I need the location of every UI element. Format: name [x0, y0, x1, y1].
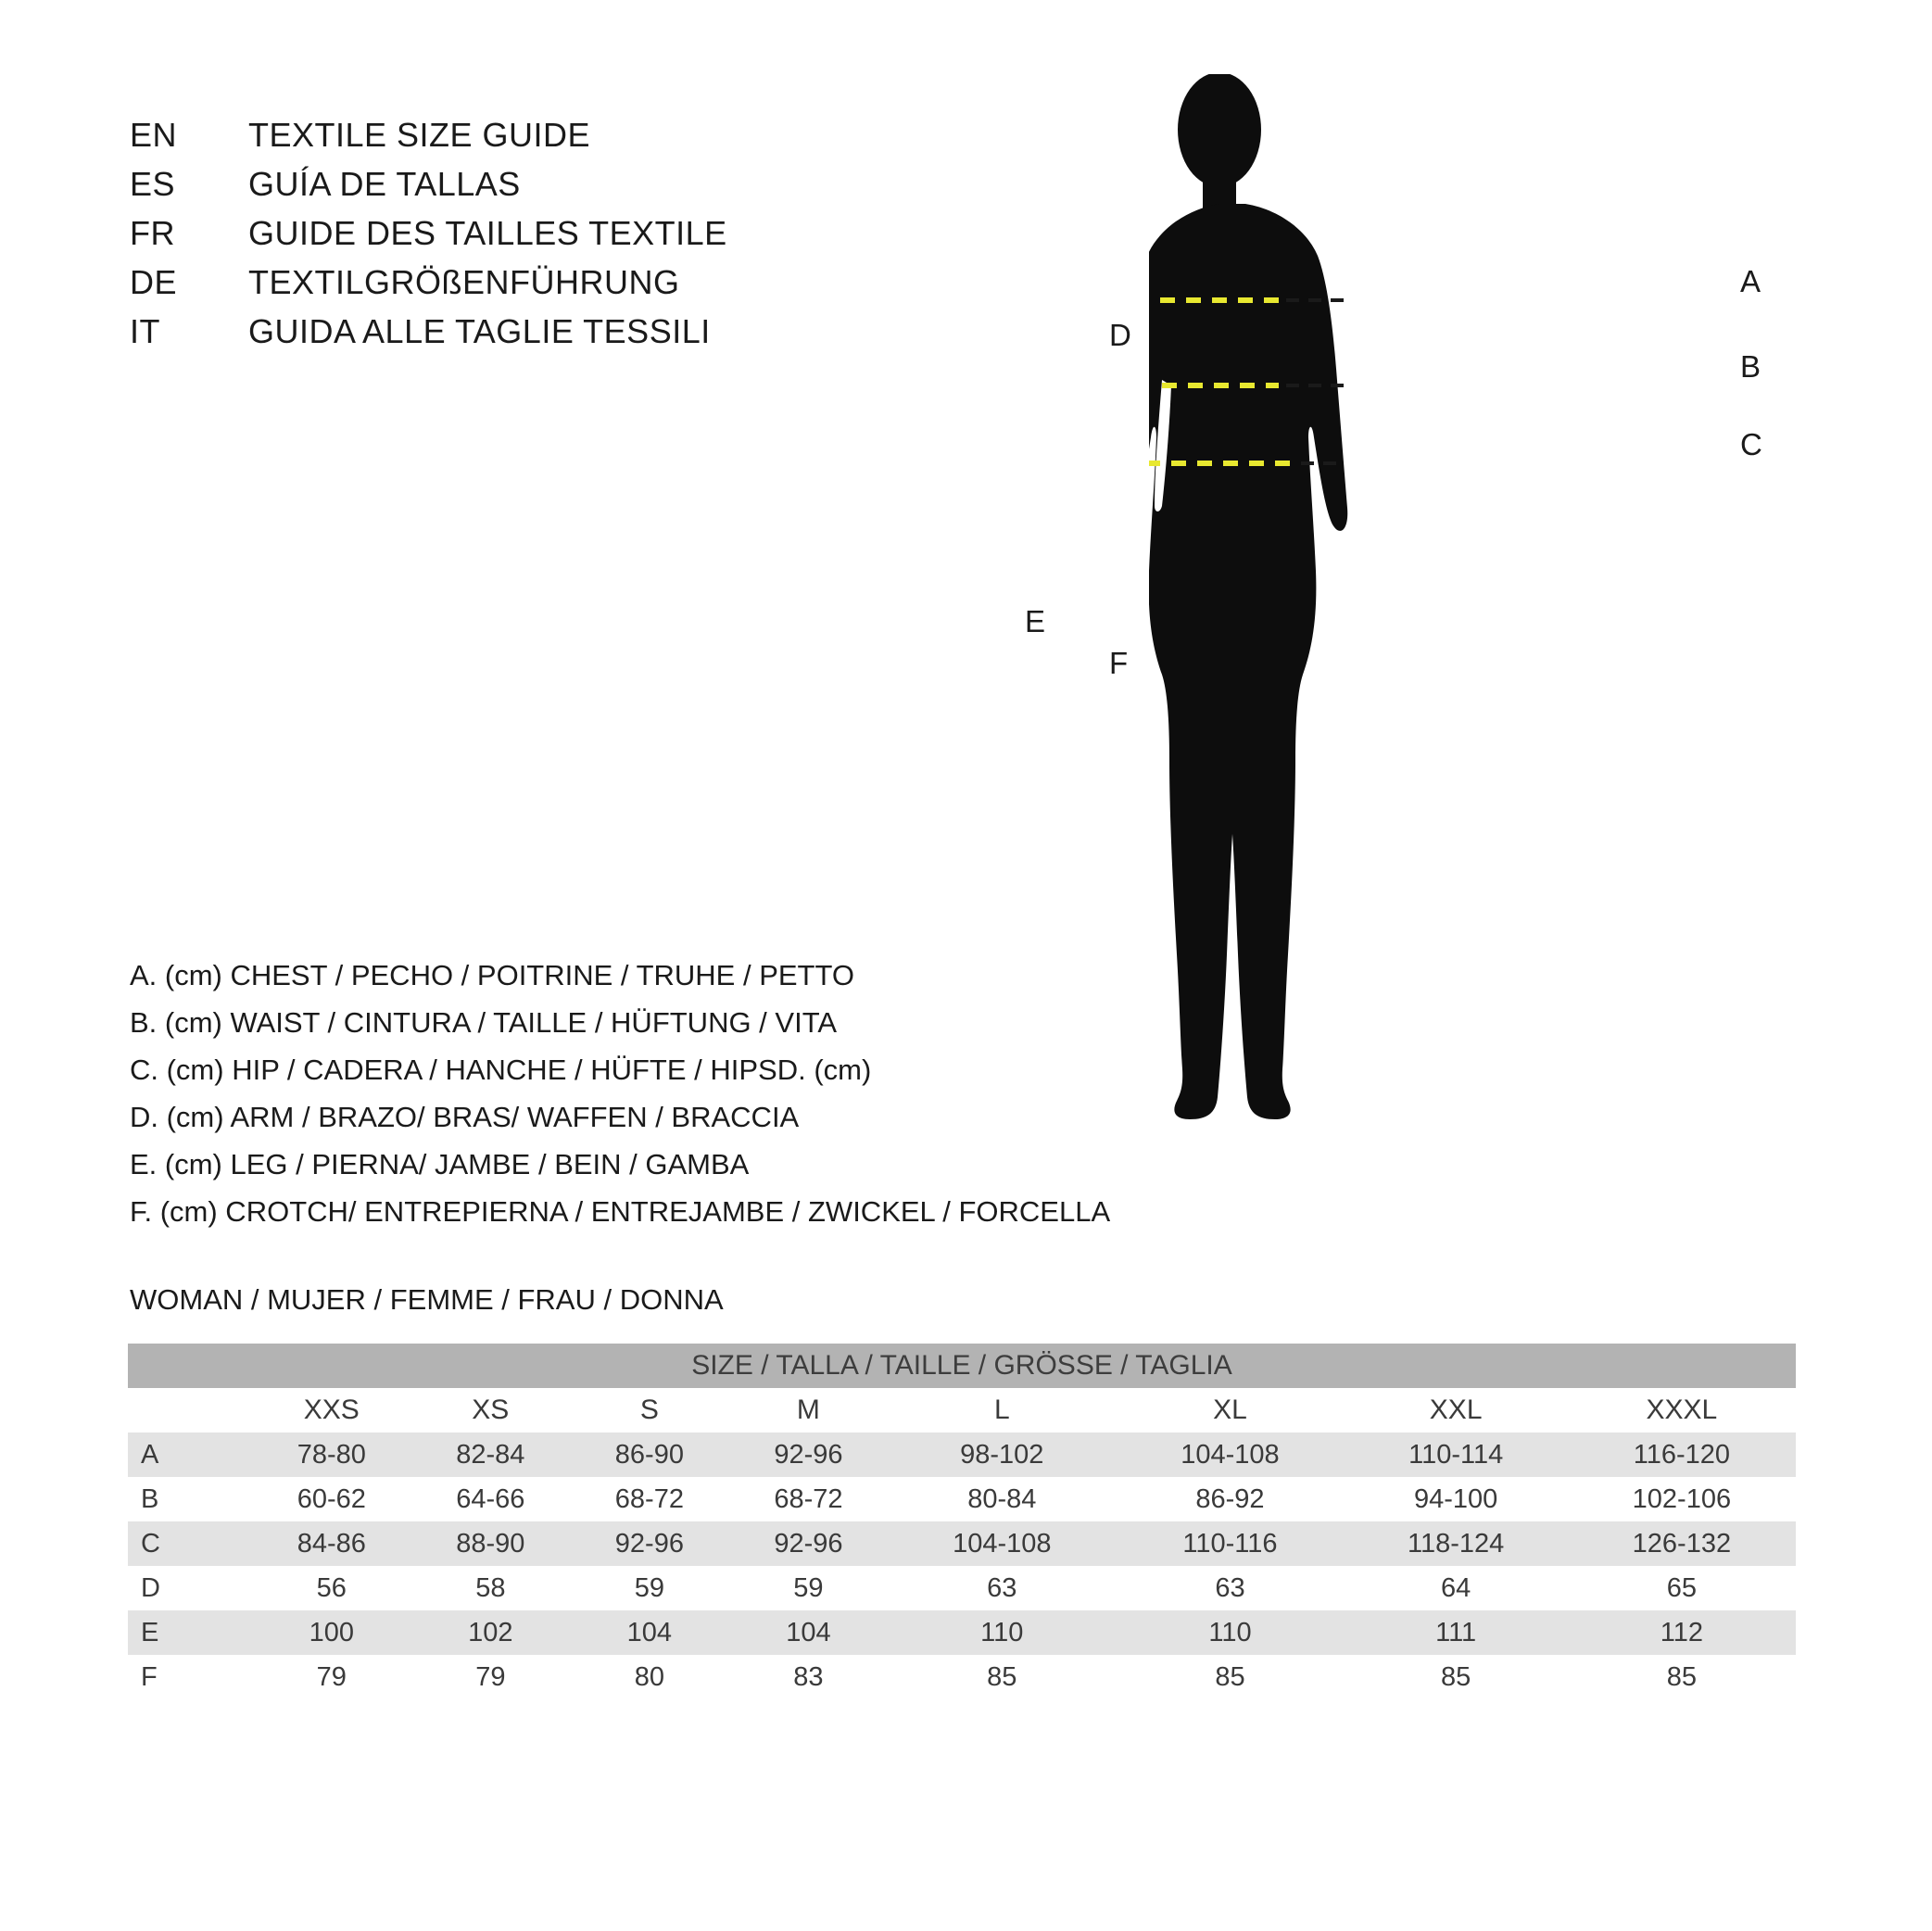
table-band-title-row: [128, 1344, 1796, 1388]
table-row-label: B: [128, 1477, 252, 1521]
table-cell: 68-72: [570, 1477, 729, 1521]
table-cell: 118-124: [1345, 1521, 1568, 1566]
table-row-label: F: [128, 1655, 252, 1699]
table-cell: 63: [888, 1566, 1116, 1610]
table-row-label: A: [128, 1432, 252, 1477]
table-cell: 110-114: [1345, 1432, 1568, 1477]
table-cell: 64: [1345, 1566, 1568, 1610]
table-cell: 85: [1116, 1655, 1344, 1699]
table-cell: 102: [411, 1610, 571, 1655]
title-lang-de: DE: [130, 263, 178, 301]
table-cell: 100: [252, 1610, 411, 1655]
table-cell: 104: [729, 1610, 889, 1655]
table-cell: 85: [1345, 1655, 1568, 1699]
title-text-de: TEXTILGRÖßENFÜHRUNG: [248, 263, 680, 301]
table-col-xxl: XXL: [1345, 1388, 1568, 1432]
table-col-xs: XS: [411, 1388, 571, 1432]
table-cell: 65: [1568, 1566, 1796, 1610]
table-cell: 60-62: [252, 1477, 411, 1521]
legend-block: [130, 959, 1242, 1243]
table-row: [128, 1477, 1796, 1521]
dim-label-a: A: [1740, 264, 1762, 298]
title-text-fr: GUIDE DES TAILLES TEXTILE: [248, 214, 727, 252]
title-row: [130, 165, 964, 214]
table-cell: 104-108: [1116, 1432, 1344, 1477]
table-cell: 63: [1116, 1566, 1344, 1610]
dim-label-f: F: [1109, 646, 1129, 680]
table-cell: 104: [570, 1610, 729, 1655]
table-row-label: D: [128, 1566, 252, 1610]
table-col-xl: XL: [1116, 1388, 1344, 1432]
table-cell: 94-100: [1345, 1477, 1568, 1521]
table-row: [128, 1655, 1796, 1699]
title-row: [130, 312, 964, 361]
table-cell: 111: [1345, 1610, 1568, 1655]
table-cell: 110: [888, 1610, 1116, 1655]
table-col-m: M: [729, 1388, 889, 1432]
legend-item-c: C. (cm) HIP / CADERA / HANCHE / HÜFTE / HIPSD. (cm): [130, 1054, 872, 1086]
table-cell: 92-96: [729, 1432, 889, 1477]
dim-label-e: E: [1025, 604, 1046, 638]
table-cell: 80-84: [888, 1477, 1116, 1521]
table-cell: 68-72: [729, 1477, 889, 1521]
table-cell: 84-86: [252, 1521, 411, 1566]
table-row: [128, 1566, 1796, 1610]
size-table: [128, 1344, 1796, 1699]
table-cell: 56: [252, 1566, 411, 1610]
table-col-s: S: [570, 1388, 729, 1432]
table-cell: 59: [570, 1566, 729, 1610]
table-row: [128, 1610, 1796, 1655]
legend-item-d: D. (cm) ARM / BRAZO/ BRAS/ WAFFEN / BRACCIA: [130, 1101, 800, 1133]
title-lang-it: IT: [130, 312, 160, 350]
table-cell: 92-96: [570, 1521, 729, 1566]
table-cell: 110-116: [1116, 1521, 1344, 1566]
title-text-it: GUIDA ALLE TAGLIE TESSILI: [248, 312, 711, 350]
table-cell: 88-90: [411, 1521, 571, 1566]
table-header-row: [128, 1388, 1796, 1432]
title-block: [130, 116, 964, 361]
table-cell: 78-80: [252, 1432, 411, 1477]
table-cell: 80: [570, 1655, 729, 1699]
table-cell: 64-66: [411, 1477, 571, 1521]
legend-item-b: B. (cm) WAIST / CINTURA / TAILLE / HÜFTUNG / VITA: [130, 1006, 838, 1039]
table-cell: 112: [1568, 1610, 1796, 1655]
title-row: [130, 263, 964, 312]
table-header-corner: [128, 1388, 252, 1432]
table-cell: 98-102: [888, 1432, 1116, 1477]
table-row: [128, 1521, 1796, 1566]
title-lang-es: ES: [130, 165, 176, 203]
legend-item-e: E. (cm) LEG / PIERNA/ JAMBE / BEIN / GAMBA: [130, 1148, 750, 1180]
table-cell: 85: [1568, 1655, 1796, 1699]
dim-label-c: C: [1740, 427, 1762, 461]
table-cell: 126-132: [1568, 1521, 1796, 1566]
table-cell: 59: [729, 1566, 889, 1610]
dim-label-b: B: [1740, 349, 1762, 384]
title-row: [130, 116, 964, 165]
table-cell: 79: [411, 1655, 571, 1699]
dim-label-d: D: [1109, 318, 1131, 352]
table-cell: 116-120: [1568, 1432, 1796, 1477]
table-cell: 110: [1116, 1610, 1344, 1655]
table-col-l: L: [888, 1388, 1116, 1432]
table-row-label: C: [128, 1521, 252, 1566]
table-cell: 83: [729, 1655, 889, 1699]
table-cell: 86-90: [570, 1432, 729, 1477]
section-label-woman: WOMAN / MUJER / FEMME / FRAU / DONNA: [130, 1283, 724, 1316]
title-text-en: TEXTILE SIZE GUIDE: [248, 116, 591, 154]
measurement-figure: [1025, 74, 1835, 1214]
title-row: [130, 214, 964, 263]
table-row: [128, 1432, 1796, 1477]
table-row-label: E: [128, 1610, 252, 1655]
title-text-es: GUÍA DE TALLAS: [248, 165, 521, 203]
table-col-xxxl: XXXL: [1568, 1388, 1796, 1432]
table-cell: 104-108: [888, 1521, 1116, 1566]
table-cell: 102-106: [1568, 1477, 1796, 1521]
table-cell: 79: [252, 1655, 411, 1699]
legend-item-a: A. (cm) CHEST / PECHO / POITRINE / TRUHE / PETTO: [130, 959, 854, 991]
table-cell: 86-92: [1116, 1477, 1344, 1521]
title-lang-en: EN: [130, 116, 178, 154]
legend-item-f: F. (cm) CROTCH/ ENTREPIERNA / ENTREJAMBE / ZWICKEL / FORCELLA: [130, 1195, 1111, 1228]
female-silhouette-icon: [1149, 74, 1835, 1214]
table-cell: 92-96: [729, 1521, 889, 1566]
title-lang-fr: FR: [130, 214, 175, 252]
table-cell: 82-84: [411, 1432, 571, 1477]
table-cell: 85: [888, 1655, 1116, 1699]
table-cell: 58: [411, 1566, 571, 1610]
table-col-xxs: XXS: [252, 1388, 411, 1432]
table-band-title: SIZE / TALLA / TAILLE / GRÖSSE / TAGLIA: [128, 1344, 1796, 1388]
